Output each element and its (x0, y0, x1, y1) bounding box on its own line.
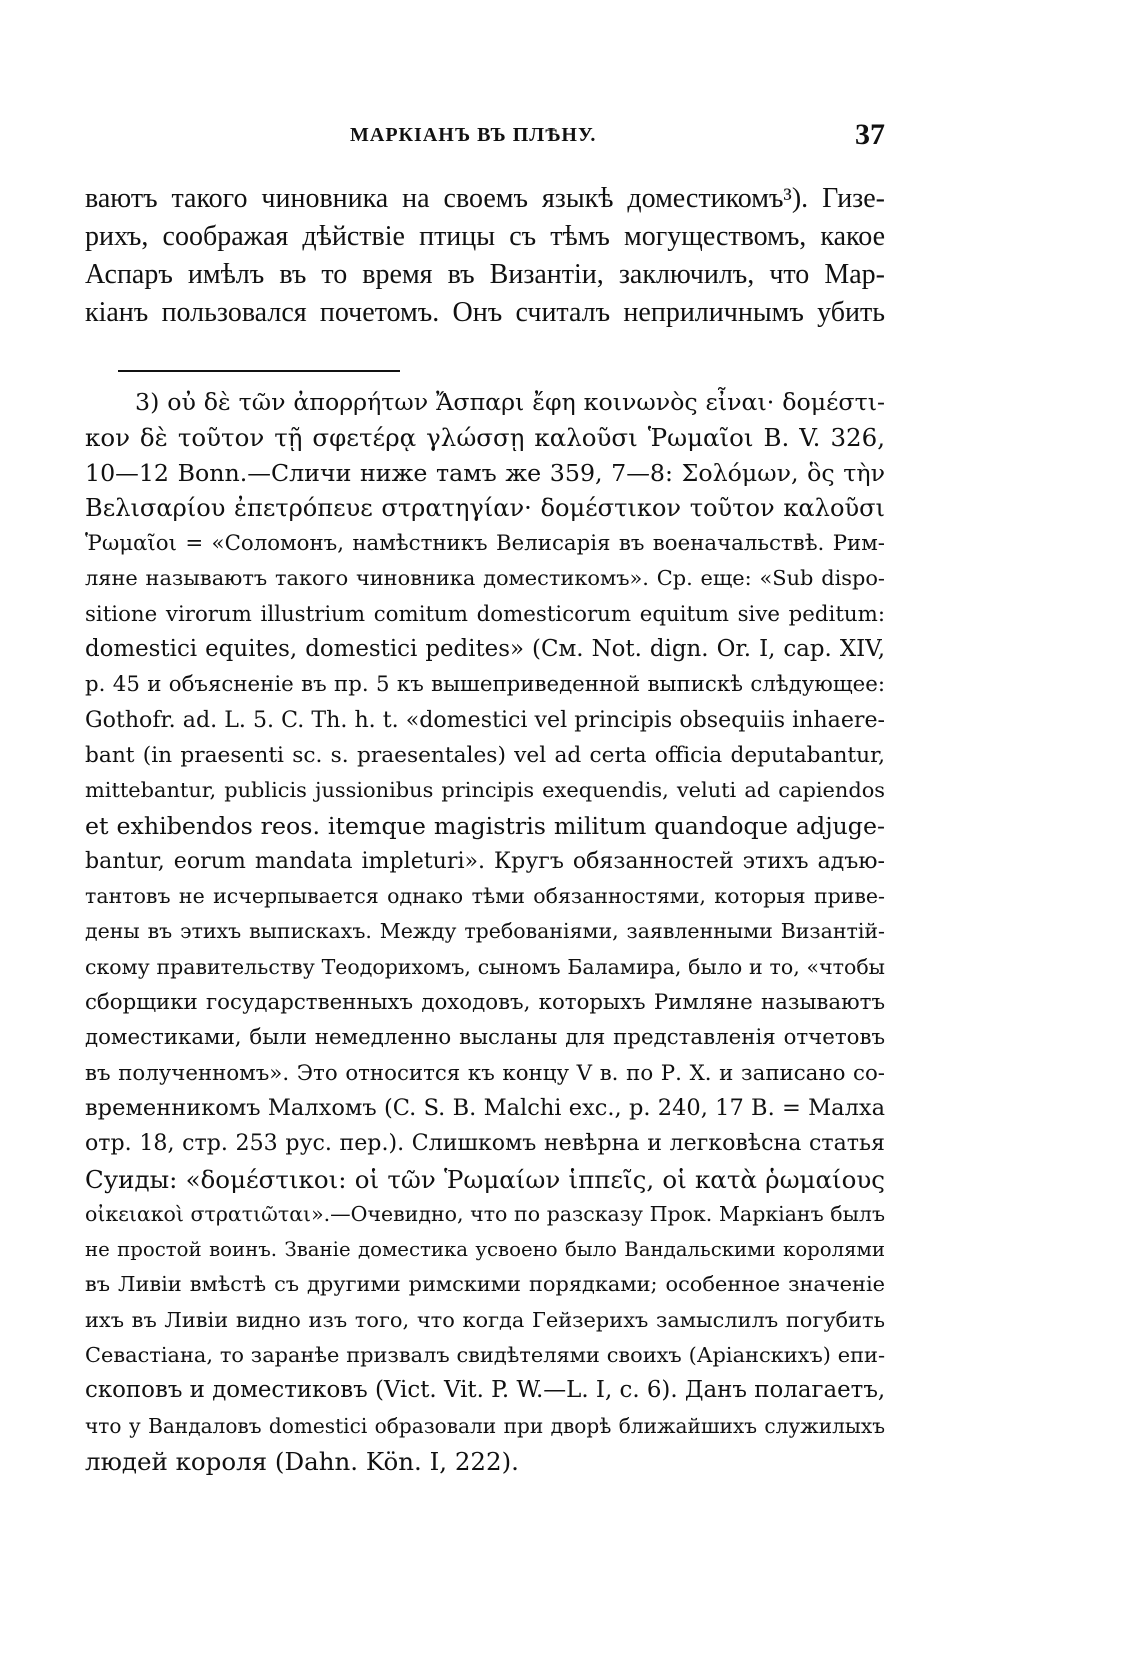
footnote-line: не простой воинъ. Званіе доместика усвоено было Вандальскими королями (85, 1238, 885, 1262)
main-text-line: рихъ, соображая дѣйствіе птицы съ тѣмъ могуществомъ, какое (85, 221, 885, 252)
footnote-line: ляне называютъ такого чиновника доместикомъ». Ср. еще: «Sub dispo- (85, 566, 885, 591)
footnote-separator (118, 370, 400, 372)
footnote-line: Ῥωμαῖοι = «Соломонъ, намѣстникъ Велисарія въ военачальствѣ. Рим- (85, 531, 885, 557)
page-number: 37 (855, 118, 885, 151)
footnote-line: domestici equites, domestici pedites» (См. Not. dign. Or. I, cap. XIV, (85, 636, 885, 663)
footnote-line: дены въ этихъ выпискахъ. Между требованіями, заявленными Византій- (85, 919, 885, 944)
footnote-line: 3) οὐ δὲ τῶν ἀπορρήτων Ἄσπαρι ἔφη κοινωνὸς εἶναι· δομέστι- (135, 388, 885, 416)
footnote-line: скоповъ и доместиковъ (Vict. Vit. P. W.—L. I, c. 6). Данъ полагаетъ, (85, 1377, 886, 1404)
footnote-line: bant (in praesenti sc. s. praesentales) vel ad certa officia deputabantur, (85, 742, 885, 768)
footnote-line: sitione virorum illustrium comitum domesticorum equitum sive peditum: (85, 601, 885, 627)
main-text-line: кіанъ пользовался почетомъ. Онъ считалъ неприличнымъ убить (85, 297, 885, 328)
footnote-line: тантовъ не исчерпывается однако тѣми обязанностями, которыя приве- (85, 884, 885, 909)
running-title: МАРКІАНЪ ВЪ ПЛѢНУ. (350, 124, 597, 146)
footnote-line: bantur, eorum mandata impleturi». Кругъ обязанностей этихъ адъю- (85, 847, 885, 874)
footnote-line: въ Ливіи вмѣстѣ съ другими римскими порядками; особенное значеніе (85, 1272, 885, 1297)
footnote-line: κον δὲ τοῦτον τῇ σφετέρᾳ γλώσσῃ καλοῦσι Ῥωμαῖοι B. V. 326, (85, 423, 885, 453)
footnote-line: что у Вандаловъ domestici образовали при дворѣ ближайшихъ служилыхъ (85, 1413, 885, 1438)
footnote-line: Gothofr. ad. L. 5. C. Th. h. t. «domestici vel principis obsequiis inhaere- (85, 706, 885, 733)
footnote-line: p. 45 и объясненіе въ пр. 5 къ вышеприведенной выпискѣ слѣдующее: (85, 672, 885, 698)
footnote-line: Βελισαρίου ἐπετρόπευε στρατηγίαν· δομέστικον τοῦτον καλοῦσι (85, 493, 885, 522)
footnote-line: 10—12 Bonn.—Сличи ниже тамъ же 359, 7—8: Σολόμων, ὃς τὴν (85, 458, 885, 487)
footnote-line: et exhibendos reos. itemque magistris militum quandoque adjuge- (85, 811, 885, 840)
footnote-line: людей короля (Dahn. Kön. I, 222). (85, 1446, 519, 1476)
footnote-line: Севастіана, то заранѣе призвалъ свидѣтелями своихъ (Аріанскихъ) епи- (85, 1343, 885, 1368)
footnote-line: сборщики государственныхъ доходовъ, которыхъ Римляне называютъ (85, 990, 885, 1016)
footnote-line: οἰκειακοὶ στρατιῶται».—Очевидно, что по разсказу Прок. Маркіанъ былъ (85, 1201, 885, 1226)
footnote-line: Суиды: «δομέστικοι: οἱ τῶν Ῥωμαίων ἱππεῖς, οἱ κατὰ ῥωμαίους (85, 1164, 885, 1194)
page-header (85, 118, 885, 158)
footnote-line: доместиками, были немедленно высланы для представленія отчетовъ (85, 1025, 885, 1051)
footnote-line: временникомъ Малхомъ (C. S. B. Malchi exc., p. 240, 17 B. = Малха (85, 1094, 885, 1121)
main-text-line: ваютъ такого чиновника на своемъ языкѣ доместикомъ³). Гизе- (85, 183, 885, 214)
footnote-line: mittebantur, publicis jussionibus principis exequendis, veluti ad capiendos (85, 778, 885, 803)
footnote-line: ихъ въ Ливіи видно изъ того, что когда Гейзерихъ замыслилъ погубить (85, 1307, 885, 1332)
main-text (85, 180, 885, 332)
footnote-line: въ полученномъ». Это относится къ концу V в. по Р. Х. и записано со- (85, 1060, 885, 1086)
footnote-line: скому правительству Теодорихомъ, сыномъ Баламира, было и то, «чтобы (85, 954, 885, 979)
main-text-line: Аспаръ имѣлъ въ то время въ Византіи, заключилъ, что Мар- (85, 259, 885, 290)
footnote-line: отр. 18, стр. 253 рус. пер.). Слишкомъ невѣрна и легковѣсна статья (85, 1130, 885, 1157)
footnote (85, 385, 885, 1479)
